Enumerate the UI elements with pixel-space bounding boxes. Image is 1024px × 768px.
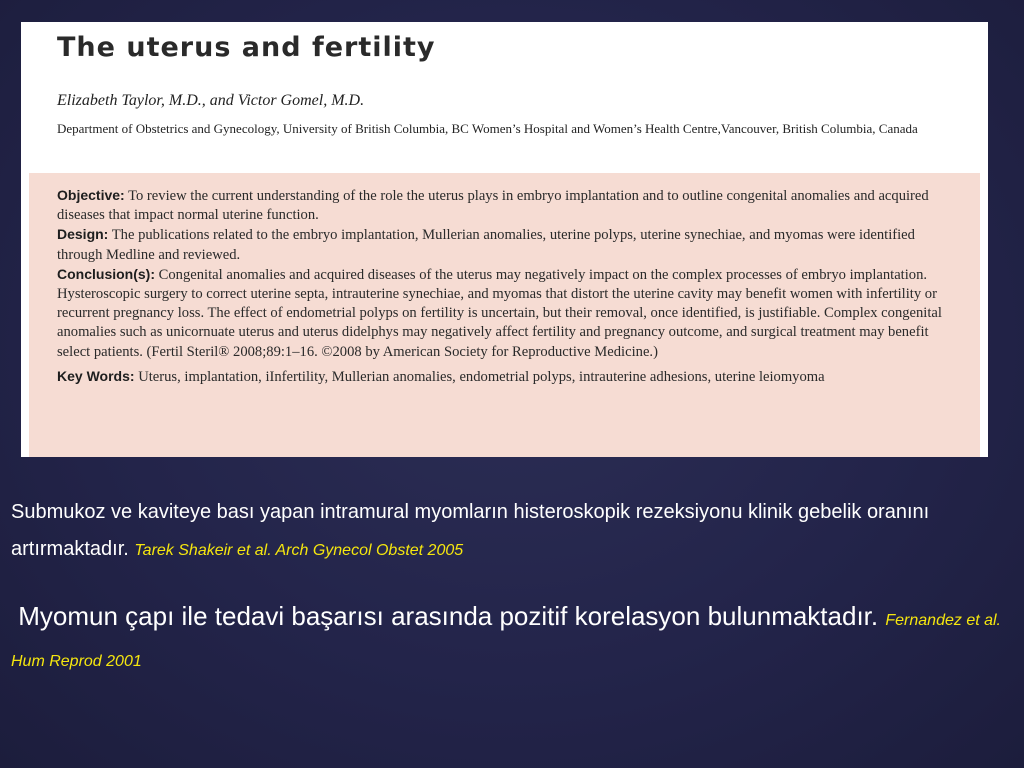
caption-citation: Fernandez et al. Hum Reprod 2001 bbox=[11, 612, 1001, 670]
article-authors: Elizabeth Taylor, M.D., and Victor Gomel, M.D. bbox=[57, 92, 365, 109]
caption-myoma-diameter bbox=[11, 598, 1011, 680]
objective-text: To review the current understanding of the role the uterus plays in embryo implantation and to outline congenital anomalies and acquired diseases that impact normal uterine function. bbox=[57, 188, 929, 224]
conclusion-label: Conclusion(s): bbox=[57, 265, 155, 282]
abstract-objective bbox=[57, 186, 954, 225]
abstract-keywords bbox=[57, 367, 954, 387]
conclusion-text: Congenital anomalies and acquired diseases of the uterus may negatively impact on the complex processes of embryo implantation. Hysteroscopic surgery to correct uterine septa, intrauterine synechiae, and myomas that distort the uterine cavity may benefit women with infertility or recurrent pregnancy loss. The effect of endometrial polyps on fertility is uncertain, but their removal, once identified, is justifiable. Complex congenital anomalies such as unicornuate uterus and uterus didelphys may negatively affect fertility and pregnancy outcome, and surgical treatment may benefit select patients. (Fertil Steril® 2008;89:1–16. ©2008 by American Society for Reproductive Medicine.) bbox=[57, 266, 942, 360]
design-text: The publications related to the embryo implantation, Mullerian anomalies, uterine polyps, uterine synechiae, and myomas were identified through Medline and reviewed. bbox=[57, 227, 915, 263]
keywords-label: Key Words: bbox=[57, 367, 135, 384]
caption-text: Myomun çapı ile tedavi başarısı arasında pozitif korelasyon bulunmaktadır. bbox=[18, 601, 879, 631]
design-label: Design: bbox=[57, 226, 109, 243]
abstract-conclusion bbox=[57, 265, 954, 362]
article-affiliation: Department of Obstetrics and Gynecology, University of British Columbia, BC Women’s Hospital and Women’s Health Centre,Vancouver, British Columbia, Canada bbox=[57, 121, 918, 136]
abstract-design bbox=[57, 225, 954, 264]
abstract-box bbox=[29, 173, 980, 457]
caption-hysteroscopic-resection bbox=[11, 494, 1011, 569]
caption-citation: Tarek Shakeir et al. Arch Gynecol Obstet 2005 bbox=[134, 542, 464, 559]
objective-label: Objective: bbox=[57, 187, 125, 203]
caption-text: Submukoz ve kaviteye bası yapan intramural myomların histeroskopik rezeksiyonu klinik gebelik oranını artırmaktadır. bbox=[11, 501, 930, 560]
article-image bbox=[21, 22, 988, 457]
article-title: The uterus and fertility bbox=[57, 32, 436, 63]
keywords-text: Uterus, implantation, iInfertility, Mullerian anomalies, endometrial polyps, intrauterine adhesions, uterine leiomyoma bbox=[138, 368, 825, 385]
